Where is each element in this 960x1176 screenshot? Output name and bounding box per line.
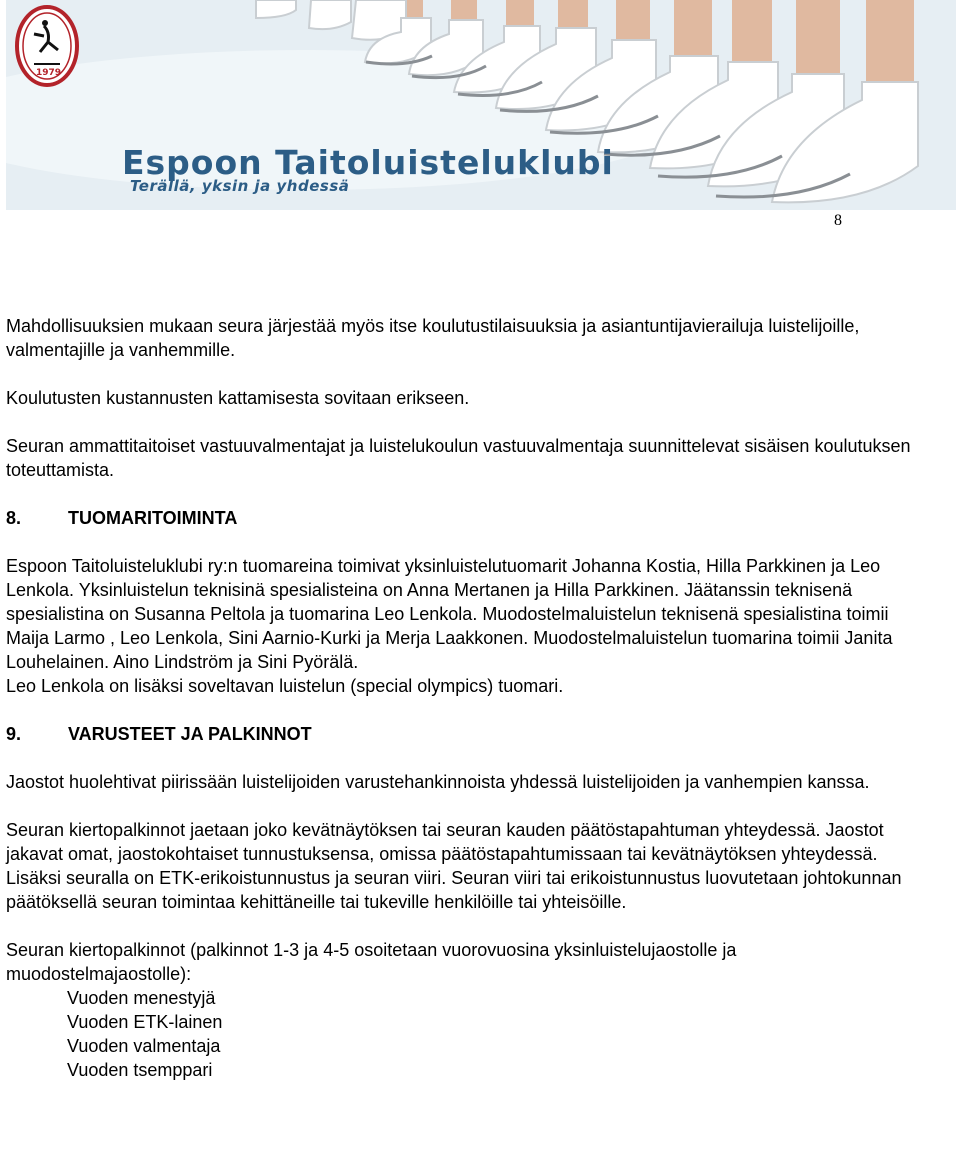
brand-title: Espoon Taitoluisteluklubi [122,143,614,182]
list-item: Vuoden tsemppari [67,1060,213,1080]
section-8-title: TUOMARITOIMINTA [68,508,238,528]
paragraph-equipment: Jaostot huolehtivat piirissään luistelijoiden varustehankinnoista yhdessä luistelijoiden ja vanhempien kanssa. [6,772,870,792]
paragraph-internal-training: Seuran ammattitaitoiset vastuuvalmentajat ja luistelukoulun vastuuvalmentaja suunnittelevat sisäisen koulutuksen toteuttamista. [6,436,911,480]
paragraph-trophies: Seuran kiertopalkinnot jaetaan joko kevätnäytöksen tai seuran kauden päätöstapahtuman yhteydessä. Jaostot jakavat omat, jaostokohtaiset tunnustuksensa, omissa päätöstapahtumissaan tai kevätnäytöksen yhteydessä. Lisäksi seuralla on ETK-erikoistunnustus ja seuran viiri. Seuran viiri tai erikoistunnustus luovutetaan johtokunnan päätöksellä seuran toimintaa kehittäneille tai tukeville henkilöille tai yhteisöille. [6,820,902,912]
page-number: 8 [834,212,842,229]
paragraph-special-olympics: Leo Lenkola on lisäksi soveltavan luistelun (special olympics) tuomari. [6,676,564,696]
paragraph-training-costs: Koulutusten kustannusten kattamisesta sovitaan erikseen. [6,388,470,408]
section-9-number: 9. [6,724,22,744]
header-banner [6,0,956,210]
section-8-number: 8. [6,508,22,528]
brand-tagline: Terällä, yksin ja yhdessä [130,177,350,195]
logo-year: 1979 [36,68,62,78]
section-9-title: VARUSTEET JA PALKINNOT [68,724,312,744]
list-item: Vuoden valmentaja [67,1036,221,1056]
list-item: Vuoden menestyjä [67,988,216,1008]
paragraph-judges: Espoon Taitoluisteluklubi ry:n tuomareina toimivat yksinluistelutuomarit Johanna Kostia, Hilla Parkkinen ja Leo Lenkola. Yksinluistelun teknisinä spesialisteina on Anna Mertanen ja Hilla Parkkinen. Jäätanssin teknisenä spesialistina on Susanna Peltola ja tuomarina Leo Lenkola. Muodostelmaluistelun teknisenä spesialistina toimii Maija Larmo , Leo Lenkola, Sini Aarnio-Kurki ja Merja Laakkonen. Muodostelmaluistelun tuomarina toimii Janita Louhelainen. Aino Lindström ja Sini Pyörälä. [6,556,893,672]
list-item: Vuoden ETK-lainen [67,1012,223,1032]
paragraph-rotating-trophies: Seuran kiertopalkinnot (palkinnot 1-3 ja 4-5 osoitetaan vuorovuosina yksinluistelujaostolle ja muodostelmajaostolle): [6,940,737,984]
document-body [6,314,926,1082]
club-logo [14,4,80,88]
paragraph-training-events: Mahdollisuuksien mukaan seura järjestää myös itse koulutustilaisuuksia ja asiantuntijavierailuja luistelijoille, valmentajille ja vanhemmille. [6,316,860,360]
section-9-heading [6,722,926,746]
section-8-heading [6,506,926,530]
